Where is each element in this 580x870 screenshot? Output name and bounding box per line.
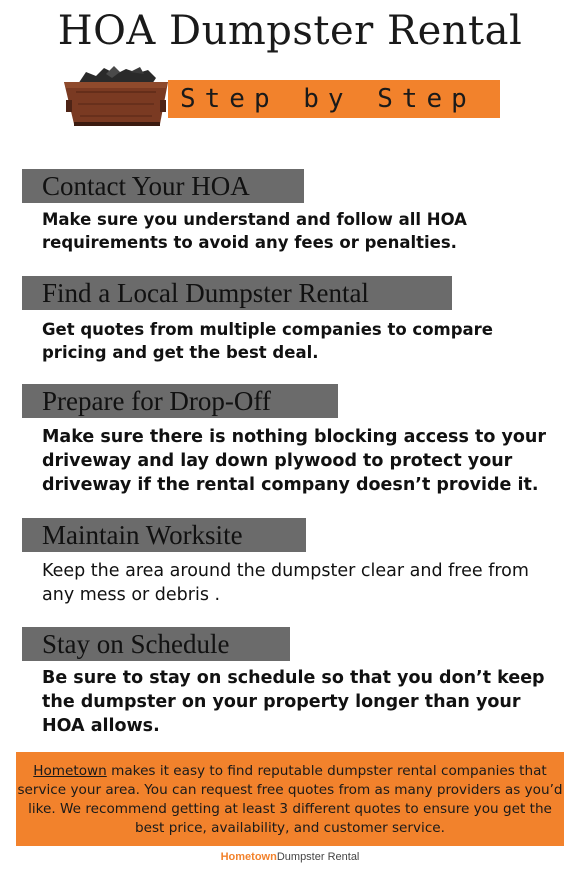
- step-heading-contact-hoa: [22, 169, 304, 203]
- hometown-link[interactable]: Hometown: [33, 763, 107, 779]
- step-by-step-banner: [168, 80, 500, 118]
- step-description-maintain-worksite: Keep the area around the dumpster clear and free from any mess or debris .: [42, 561, 529, 605]
- step-heading-stay-on-schedule: [22, 627, 290, 661]
- step-heading-find-rental: [22, 276, 452, 310]
- step-heading-prepare-drop-off: [22, 384, 338, 418]
- page-title: HOA Dumpster Rental: [57, 8, 523, 54]
- step-heading-text: Find a Local Dumpster Rental: [42, 278, 369, 308]
- step-heading-text: Contact Your HOA: [42, 171, 250, 201]
- banner-text: Step by Step: [180, 84, 476, 114]
- brand-name-hometown: Hometown: [220, 851, 277, 863]
- step-description-stay-on-schedule: Be sure to stay on schedule so that you don’t keep the dumpster on your property longer than your HOA allows.: [42, 668, 545, 736]
- brand-name-suffix: Dumpster Rental: [276, 851, 360, 863]
- info-box: [16, 752, 564, 846]
- info-text: [16, 762, 564, 838]
- step-heading-text: Stay on Schedule: [42, 629, 230, 659]
- step-description-find-rental: Get quotes from multiple companies to compare pricing and get the best deal.: [42, 320, 493, 362]
- info-body-text: makes it easy to find reputable dumpster rental companies that service your area. You can request free quotes from as many providers as you’d like. We recommend getting at least 3 different quotes to ensure you get the best price, availability, and customer service.: [17, 763, 563, 836]
- step-heading-text: Prepare for Drop-Off: [42, 386, 271, 416]
- step-heading-text: Maintain Worksite: [42, 520, 243, 550]
- step-heading-maintain-worksite: [22, 518, 306, 552]
- step-description-prepare-drop-off: Make sure there is nothing blocking access to your driveway and lay down plywood to protect your driveway if the rental company doesn’t provide it.: [42, 427, 546, 495]
- brand-logo: [0, 851, 580, 863]
- step-description-contact-hoa: Make sure you understand and follow all HOA requirements to avoid any fees or penalties.: [42, 210, 467, 252]
- dumpster-image: [56, 64, 176, 130]
